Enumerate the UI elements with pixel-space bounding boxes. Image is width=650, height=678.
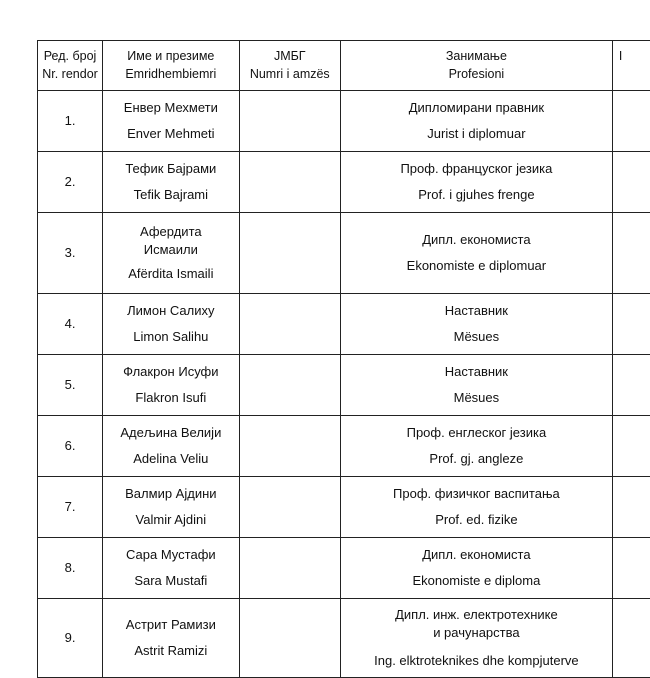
name-sq: Flakron Isufi [135,390,207,405]
row-profession [340,355,612,416]
row-cut-cell [612,477,650,538]
profession-sq: Ekonomiste e diploma [412,573,541,588]
name-sq: Enver Mehmeti [127,126,215,141]
header-profession-sq: Profesioni [448,67,505,81]
table-row [38,416,650,477]
table-row [38,152,650,213]
row-profession [340,91,612,152]
row-cut-cell [612,152,650,213]
name-sq: Tefik Bajrami [133,187,209,202]
row-name [103,477,240,538]
profession-sr: Проф. францускoг језика [400,161,553,176]
name-sr: Енвер Мехмети [123,100,218,115]
row-jmbg [239,294,340,355]
row-cut-cell [612,599,650,678]
row-profession [340,294,612,355]
table-row [38,355,650,416]
profession-sr: Дипл. инж. електротехнике и рачунарства [395,607,558,640]
name-sr: Сара Мустафи [125,547,216,562]
header-row [38,41,650,91]
row-profession [340,213,612,294]
row-name [103,599,240,678]
row-jmbg [239,538,340,599]
profession-sr: Дипл. економиста [422,232,531,247]
header-name-sr: Име и презиме [127,49,215,63]
header-name-sq: Emridhembiemri [125,67,217,81]
header-jmbg-sr: ЈМБГ [273,49,306,63]
profession-sr: Дипл. економиста [422,547,531,562]
row-profession [340,599,612,678]
profession-sr: Проф. енглеског језика [406,425,547,440]
row-number: 8. [38,538,103,599]
profession-sq: Ekonomiste e diplomuar [406,258,547,273]
row-number: 3. [38,213,103,294]
row-number: 6. [38,416,103,477]
members-table [37,40,650,678]
row-jmbg [239,213,340,294]
profession-sr: Дипломирани правник [408,100,545,115]
row-cut-cell [612,213,650,294]
name-sr: Адељина Велији [120,425,222,440]
name-sr: Астрит Рамизи [125,617,216,632]
header-jmbg [239,41,340,91]
row-cut-cell [612,91,650,152]
row-jmbg [239,91,340,152]
row-jmbg [239,355,340,416]
row-name [103,294,240,355]
row-profession [340,538,612,599]
profession-sq: Jurist i diplomuar [427,126,526,141]
row-name [103,213,240,294]
name-sr: Афердита Исмаили [140,224,202,257]
header-cut-column [612,41,650,91]
row-jmbg [239,599,340,678]
name-sq: Astrit Ramizi [134,643,208,658]
header-number [38,41,103,91]
row-profession [340,477,612,538]
row-number: 2. [38,152,103,213]
row-profession [340,416,612,477]
header-profession-sr: Занимање [445,49,507,63]
table-row [38,599,650,678]
header-number-sr: Ред. број [43,49,97,63]
profession-sr: Наставник [444,364,508,379]
profession-sq: Prof. i gjuhes frenge [418,187,535,202]
row-cut-cell [612,416,650,477]
name-sr: Тефик Бајрами [125,161,217,176]
name-sr: Валмир Ајдини [125,486,217,501]
row-profession [340,152,612,213]
profession-sq: Prof. gj. angleze [429,451,524,466]
row-number: 9. [38,599,103,678]
profession-sq: Prof. ed. fizike [435,512,518,527]
profession-sq: Mësues [453,390,500,405]
row-name [103,538,240,599]
header-name [103,41,240,91]
header-jmbg-sq: Numri i amzës [249,67,330,81]
row-number: 1. [38,91,103,152]
row-number: 5. [38,355,103,416]
name-sq: Afërdita Ismaili [128,266,214,281]
header-number-sq: Nr. rendor [42,67,98,81]
table-row [38,538,650,599]
table-row [38,213,650,294]
row-name [103,355,240,416]
name-sq: Valmir Ajdini [135,512,207,527]
table-row [38,91,650,152]
name-sr: Лимон Салиху [127,303,215,318]
header-profession [340,41,612,91]
row-cut-cell [612,538,650,599]
profession-sq: Ing. elktroteknikes dhe kompjuterve [374,653,579,668]
profession-sr: Проф. физичког васпитања [393,486,560,501]
row-cut-cell [612,355,650,416]
row-name [103,91,240,152]
row-jmbg [239,416,340,477]
name-sq: Limon Salihu [133,329,209,344]
table-row [38,294,650,355]
row-jmbg [239,152,340,213]
row-cut-cell [612,294,650,355]
profession-sr: Наставник [444,303,508,318]
name-sr: Флакрон Исуфи [123,364,219,379]
name-sq: Sara Mustafi [134,573,208,588]
table-row [38,477,650,538]
row-jmbg [239,477,340,538]
row-name [103,152,240,213]
profession-sq: Mësues [453,329,500,344]
row-name [103,416,240,477]
row-number: 4. [38,294,103,355]
header-cut-sr: I [618,49,623,63]
row-number: 7. [38,477,103,538]
name-sq: Adelina Veliu [133,451,209,466]
